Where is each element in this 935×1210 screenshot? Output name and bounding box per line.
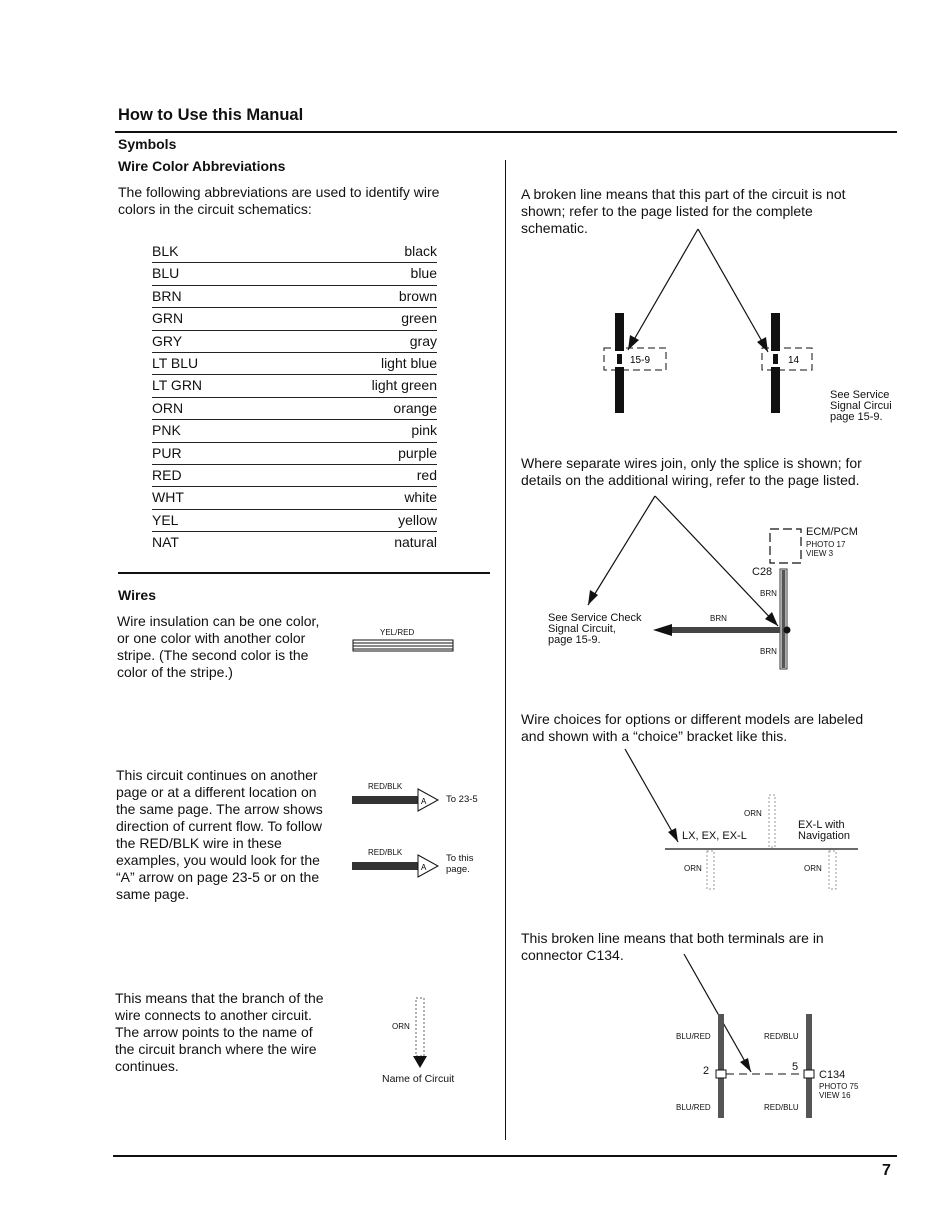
continuation-arrow-symbol — [350, 788, 445, 814]
text-line: continues. — [115, 1058, 179, 1074]
text-line: Signal Circui — [830, 400, 892, 412]
color-abbreviation-table — [152, 242, 437, 554]
wire-label: BLU/RED — [676, 1032, 711, 1041]
choice-left-label: LX, EX, EX-L — [682, 830, 747, 842]
abbr-cell: GRY — [152, 332, 183, 349]
text-line: wire connects to another circuit. — [115, 1007, 312, 1023]
view-label: VIEW 3 — [806, 549, 834, 558]
text-line: schematic. — [521, 220, 588, 236]
text-line: and shown with a “choice” bracket like this. — [521, 728, 788, 744]
abbr-cell: PNK — [152, 422, 181, 439]
table-row — [152, 444, 437, 465]
wire-label: RED/BLK — [368, 782, 403, 791]
header-rule — [115, 131, 897, 133]
text-line: This circuit continues on another — [116, 767, 318, 783]
connector-label: C28 — [752, 566, 773, 578]
wire-label: ORN — [392, 1022, 410, 1031]
abbr-cell: WHT — [152, 489, 184, 506]
branch-text — [115, 990, 324, 1075]
intro-line: The following abbreviations are used to identify wire — [118, 184, 440, 200]
arrow-letter: A — [421, 863, 427, 872]
text-line: This broken line means that both terminals are in — [521, 930, 824, 946]
text-line: details on the additional wiring, refer to the page listed. — [521, 472, 860, 488]
text-line: To this — [446, 853, 474, 864]
circuit-name-label: Name of Circuit — [382, 1073, 455, 1085]
text-line: connector C134. — [521, 947, 624, 963]
text-line: direction of current flow. To follow — [116, 818, 322, 834]
view-label: VIEW 16 — [819, 1091, 851, 1100]
table-row — [152, 466, 437, 487]
text-line: shown; refer to the page listed for the complete — [521, 203, 813, 219]
wire-label: BRN — [760, 589, 777, 598]
table-row — [152, 488, 437, 509]
page-title: How to Use this Manual — [118, 106, 304, 124]
intro-line: colors in the circuit schematics: — [118, 201, 312, 217]
abbr-cell: BRN — [152, 287, 182, 304]
wire-label: RED/BLK — [368, 848, 403, 857]
abbr-cell: BLU — [152, 265, 180, 282]
text-line: “A” arrow on page 23-5 or on the — [116, 869, 320, 885]
text-line: page 15-9. — [548, 634, 601, 646]
text-line: the RED/BLK wire in these — [116, 835, 282, 851]
pin-number: 5 — [792, 1061, 799, 1073]
text-line: examples, you would look for the — [116, 852, 320, 868]
wire-label: BRN — [710, 614, 727, 623]
splice-text — [521, 455, 862, 489]
footer-rule — [113, 1155, 897, 1157]
table-row — [152, 399, 437, 420]
wires-heading: Wires — [118, 587, 157, 603]
table-row — [152, 264, 437, 285]
abbr-cell: PUR — [152, 444, 182, 461]
broken-line-diagram — [590, 225, 820, 420]
table-row — [152, 533, 437, 553]
color-name-cell: black — [404, 243, 437, 259]
module-label: ECM/PCM — [806, 526, 858, 538]
wire-label: ORN — [744, 809, 762, 818]
text-line: page. — [446, 864, 470, 875]
wire-label: YEL/RED — [380, 628, 415, 637]
photo-label: PHOTO 75 — [819, 1082, 859, 1091]
color-name-cell: light green — [371, 377, 437, 394]
connector-label: C134 — [819, 1069, 846, 1081]
service-note — [548, 613, 642, 646]
table-row — [152, 309, 437, 330]
color-name-cell: gray — [409, 332, 437, 349]
text-line: Navigation — [798, 830, 850, 842]
abbr-cell: LT BLU — [152, 354, 199, 371]
table-row — [152, 242, 437, 263]
destination-label — [446, 853, 473, 875]
text-line: page 15-9. — [830, 411, 883, 423]
table-row — [152, 354, 437, 375]
wire-label: RED/BLU — [764, 1103, 799, 1112]
color-name-cell: purple — [398, 444, 437, 461]
text-line: same page. — [116, 886, 190, 902]
text-line: color of the stripe.) — [117, 664, 233, 680]
text-line: page or at a different location on — [116, 784, 317, 800]
wire-label: ORN — [684, 864, 702, 873]
abbr-cell: YEL — [152, 511, 179, 528]
text-line: See Service Check — [548, 612, 642, 624]
table-row — [152, 287, 437, 308]
text-line: Signal Circuit, — [548, 623, 616, 635]
striped-wire-symbol — [350, 638, 460, 654]
abbr-cell: GRN — [152, 310, 184, 327]
splice-diagram — [580, 493, 820, 678]
text-line: Wire choices for options or different models are labeled — [521, 711, 864, 727]
abbr-cell: NAT — [152, 534, 179, 551]
text-line: the same page. The arrow shows — [116, 801, 323, 817]
pin-number: 2 — [703, 1065, 710, 1077]
choice-text — [521, 711, 863, 745]
color-name-cell: blue — [410, 265, 437, 282]
text-line: stripe. (The second color is the — [117, 647, 309, 663]
column-divider — [505, 160, 506, 1140]
text-line: the circuit branch where the wire — [115, 1041, 317, 1057]
text-line: Wire insulation can be one color, — [117, 613, 320, 629]
wire-color-heading: Wire Color Abbreviations — [118, 158, 286, 174]
color-name-cell: yellow — [398, 511, 437, 528]
page-box-label: 14 — [788, 355, 800, 366]
table-row — [152, 421, 437, 442]
page-box-label: 15-9 — [630, 355, 651, 366]
wire-label: RED/BLU — [764, 1032, 799, 1041]
abbr-cell: ORN — [152, 399, 184, 416]
wire-label: BLU/RED — [676, 1103, 711, 1112]
color-name-cell: green — [401, 310, 437, 327]
text-line: This means that the branch of the — [115, 990, 324, 1006]
wire-label: BRN — [760, 647, 777, 656]
service-note — [830, 390, 892, 423]
page-number: 7 — [882, 1162, 891, 1179]
color-name-cell: natural — [394, 534, 437, 551]
photo-label: PHOTO 17 — [806, 540, 846, 549]
text-line: A broken line means that this part of the circuit is not — [521, 186, 846, 202]
color-name-cell: pink — [411, 422, 437, 439]
branch-arrow-symbol — [410, 996, 430, 1072]
table-row — [152, 332, 437, 353]
color-name-cell: orange — [393, 399, 437, 416]
section-divider — [118, 572, 490, 574]
table-row — [152, 511, 437, 532]
color-name-cell: brown — [398, 287, 437, 304]
text-line: The arrow points to the name of — [115, 1024, 313, 1040]
wires-text — [117, 613, 319, 681]
color-name-cell: red — [416, 466, 437, 483]
abbr-cell: LT GRN — [152, 377, 203, 394]
arrow-letter: A — [421, 797, 427, 806]
intro-text — [118, 184, 439, 218]
continues-text — [116, 767, 323, 903]
destination-label: To 23-5 — [446, 794, 478, 805]
text-line: or one color with another color — [117, 630, 306, 646]
color-name-cell: white — [404, 489, 437, 506]
text-line: EX-L with — [798, 819, 845, 831]
wire-label: ORN — [804, 864, 822, 873]
abbr-cell: RED — [152, 466, 182, 483]
color-name-cell: light blue — [380, 354, 437, 371]
continuation-arrow-symbol — [350, 854, 445, 880]
symbols-heading: Symbols — [118, 136, 177, 152]
choice-right-label — [798, 820, 850, 842]
table-row — [152, 376, 437, 397]
text-line: See Service — [830, 389, 890, 401]
text-line: Where separate wires join, only the splice is shown; for — [521, 455, 862, 471]
abbr-cell: BLK — [152, 243, 179, 259]
